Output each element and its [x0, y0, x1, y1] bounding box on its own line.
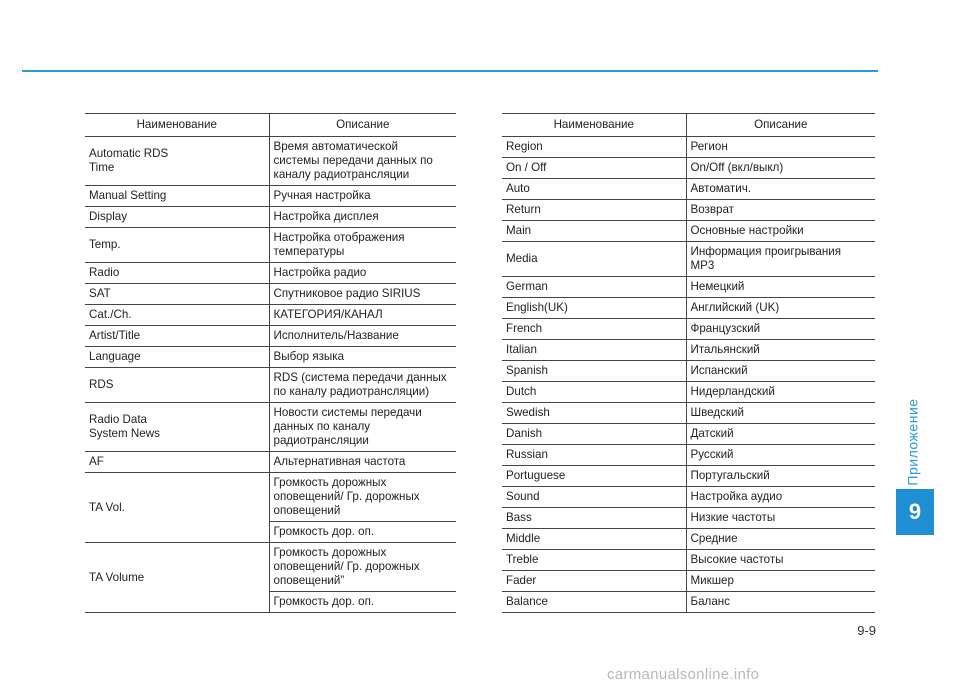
item-description-cell: Громкость дорожных оповещений/ Гр. дорожных оповещений”: [269, 543, 456, 592]
item-name-cell: Language: [85, 347, 269, 368]
table-row: [502, 158, 875, 179]
table-row: [85, 473, 456, 522]
item-description-cell: Английский (UK): [686, 298, 875, 319]
table-row: [502, 319, 875, 340]
table-row: [502, 508, 875, 529]
column-header-name: Наименование: [85, 114, 269, 137]
item-description-cell: Исполнитель/Название: [269, 326, 456, 347]
item-name-cell: Radio: [85, 263, 269, 284]
item-name-cell: Russian: [502, 445, 686, 466]
item-description-cell: Настройка дисплея: [269, 207, 456, 228]
table-row: [502, 137, 875, 158]
item-name-cell: Balance: [502, 592, 686, 613]
item-name-cell: Swedish: [502, 403, 686, 424]
settings-table-right: [502, 113, 875, 613]
item-name-cell: AF: [85, 452, 269, 473]
top-rule: [22, 70, 878, 72]
item-name-cell: Dutch: [502, 382, 686, 403]
item-name-cell: Region: [502, 137, 686, 158]
item-name-cell: RDS: [85, 368, 269, 403]
item-description-cell: Новости системы передачи данных по каналу радиотрансляции: [269, 403, 456, 452]
table-row: [502, 571, 875, 592]
item-description-cell: Итальянский: [686, 340, 875, 361]
table-row: [502, 403, 875, 424]
table-header-row: [502, 114, 875, 137]
item-description-cell: Автоматич.: [686, 179, 875, 200]
table-row: [85, 403, 456, 452]
item-name-cell: Fader: [502, 571, 686, 592]
table-row: [85, 228, 456, 263]
item-name-cell: Artist/Title: [85, 326, 269, 347]
item-description-cell: Русский: [686, 445, 875, 466]
table-row: [502, 424, 875, 445]
table-row: [85, 368, 456, 403]
item-description-cell: Датский: [686, 424, 875, 445]
table-row: [502, 529, 875, 550]
table-row: [502, 466, 875, 487]
table-row: [502, 445, 875, 466]
item-name-cell: Danish: [502, 424, 686, 445]
item-description-cell: Нидерландский: [686, 382, 875, 403]
item-name-cell: German: [502, 277, 686, 298]
item-description-cell: Ручная настройка: [269, 186, 456, 207]
table-row: [85, 137, 456, 186]
section-side-tab: [892, 400, 934, 484]
item-name-cell: Media: [502, 242, 686, 277]
item-description-cell: Информация проигрывания MP3: [686, 242, 875, 277]
chapter-badge: 9: [896, 489, 934, 535]
item-description-cell: Громкость дор. оп.: [269, 522, 456, 543]
item-name-cell: Spanish: [502, 361, 686, 382]
item-name-cell: TA Vol.: [85, 473, 269, 543]
item-description-cell: Настройка аудио: [686, 487, 875, 508]
item-name-cell: French: [502, 319, 686, 340]
item-description-cell: Возврат: [686, 200, 875, 221]
section-label: Приложение: [905, 398, 921, 486]
item-name-cell: Auto: [502, 179, 686, 200]
item-name-cell: Sound: [502, 487, 686, 508]
table-row: [502, 550, 875, 571]
item-name-cell: English(UK): [502, 298, 686, 319]
item-name-cell: Middle: [502, 529, 686, 550]
item-description-cell: Португальский: [686, 466, 875, 487]
item-name-cell: Main: [502, 221, 686, 242]
item-description-cell: Шведский: [686, 403, 875, 424]
table-row: [502, 487, 875, 508]
item-description-cell: Время автоматической системы передачи данных по каналу радиотрансляции: [269, 137, 456, 186]
table-row: [85, 543, 456, 592]
item-name-cell: Automatic RDS Time: [85, 137, 269, 186]
item-name-cell: Temp.: [85, 228, 269, 263]
table-row: [502, 221, 875, 242]
item-description-cell: Громкость дор. оп.: [269, 592, 456, 613]
item-name-cell: Manual Setting: [85, 186, 269, 207]
item-description-cell: Настройка радио: [269, 263, 456, 284]
item-name-cell: Display: [85, 207, 269, 228]
table-row: [85, 186, 456, 207]
table-row: [85, 347, 456, 368]
table-header-row: [85, 114, 456, 137]
table-row: [502, 200, 875, 221]
item-description-cell: Регион: [686, 137, 875, 158]
item-name-cell: On / Off: [502, 158, 686, 179]
table-row: [502, 242, 875, 277]
item-description-cell: Настройка отображения температуры: [269, 228, 456, 263]
column-header-description: Описание: [269, 114, 456, 137]
table-row: [502, 592, 875, 613]
table-row: [502, 340, 875, 361]
table-row: [502, 382, 875, 403]
table-row: [85, 452, 456, 473]
page-number: 9-9: [857, 623, 876, 638]
table-row: [85, 263, 456, 284]
table-row: [85, 326, 456, 347]
table-row: [85, 305, 456, 326]
item-name-cell: TA Volume: [85, 543, 269, 613]
table-row: [502, 277, 875, 298]
item-description-cell: Высокие частоты: [686, 550, 875, 571]
watermark: carmanualsonline.info: [607, 666, 760, 683]
item-description-cell: Испанский: [686, 361, 875, 382]
column-header-description: Описание: [686, 114, 875, 137]
item-description-cell: Альтернативная частота: [269, 452, 456, 473]
item-description-cell: RDS (система передачи данных по каналу радиотрансляции): [269, 368, 456, 403]
item-description-cell: Немецкий: [686, 277, 875, 298]
item-name-cell: Portuguese: [502, 466, 686, 487]
table-row: [502, 179, 875, 200]
item-name-cell: Cat./Ch.: [85, 305, 269, 326]
table-row: [502, 361, 875, 382]
item-name-cell: Return: [502, 200, 686, 221]
item-description-cell: Средние: [686, 529, 875, 550]
item-description-cell: Микшер: [686, 571, 875, 592]
settings-table-left: [85, 113, 456, 613]
table-row: [85, 207, 456, 228]
item-description-cell: КАТЕГОРИЯ/КАНАЛ: [269, 305, 456, 326]
item-description-cell: Французский: [686, 319, 875, 340]
table-row: [85, 284, 456, 305]
column-header-name: Наименование: [502, 114, 686, 137]
item-description-cell: Низкие частоты: [686, 508, 875, 529]
item-description-cell: Громкость дорожных оповещений/ Гр. дорожных оповещений: [269, 473, 456, 522]
item-name-cell: Bass: [502, 508, 686, 529]
table-row: [502, 298, 875, 319]
item-name-cell: Italian: [502, 340, 686, 361]
item-name-cell: Radio Data System News: [85, 403, 269, 452]
item-description-cell: On/Off (вкл/выкл): [686, 158, 875, 179]
item-description-cell: Спутниковое радио SIRIUS: [269, 284, 456, 305]
item-name-cell: SAT: [85, 284, 269, 305]
item-description-cell: Баланс: [686, 592, 875, 613]
item-name-cell: Treble: [502, 550, 686, 571]
item-description-cell: Выбор языка: [269, 347, 456, 368]
item-description-cell: Основные настройки: [686, 221, 875, 242]
